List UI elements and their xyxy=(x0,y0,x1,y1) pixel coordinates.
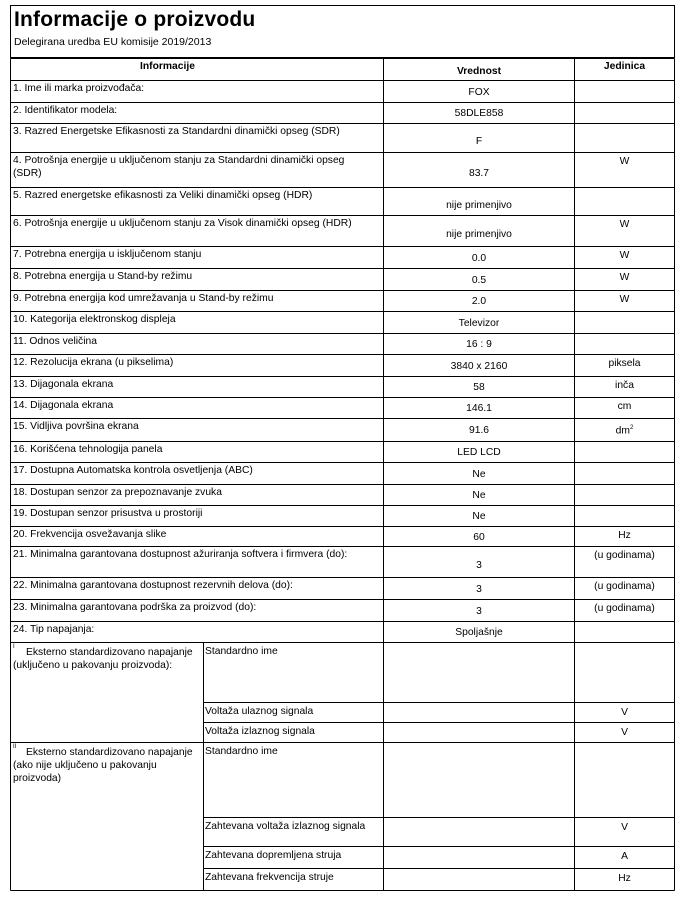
column-header-unit: Jedinica xyxy=(603,61,646,72)
row-value: 3 xyxy=(476,583,482,595)
row-label-cont: (SDR) xyxy=(13,167,42,179)
row-value: 0.5 xyxy=(471,274,487,286)
row-value: 3 xyxy=(476,605,482,617)
row-label: 11. Odnos veličina xyxy=(13,335,97,347)
unit-superscript: 2 xyxy=(629,424,634,431)
row-label: 8. Potrebna energija u Stand-by režimu xyxy=(13,270,193,282)
row-unit: W xyxy=(619,155,630,167)
psu-sub-label: Zahtevana voltaža izlaznog signala xyxy=(205,820,366,832)
page-title: Informacije o proizvodu xyxy=(14,8,256,31)
row-value: 58 xyxy=(473,382,485,393)
row-unit: W xyxy=(619,293,630,305)
row-value: F xyxy=(475,136,483,147)
row-value: 3 xyxy=(476,560,482,571)
psu-sub-label: Standardno ime xyxy=(205,745,278,757)
row-value: 58DLE858 xyxy=(454,108,504,119)
row-value: 83.7 xyxy=(468,168,490,179)
footnote-marker: I xyxy=(13,643,15,650)
row-label: 9. Potrebna energija kod umrežavanja u Stand-by režimu xyxy=(13,292,274,304)
row-label: 22. Minimalna garantovana dostupnost rezervnih delova (do): xyxy=(13,579,293,591)
row-label: 4. Potrošnja energije u uključenom stanju za Standardni dinamički opseg xyxy=(13,154,345,166)
row-unit: $dm^2$ xyxy=(615,424,634,436)
row-unit: W xyxy=(619,249,630,261)
row-label: 15. Vidljiva površina ekrana xyxy=(13,420,139,432)
psu-sub-unit: V xyxy=(621,726,628,738)
row-value: 0.0 xyxy=(471,252,487,264)
column-header-value: Vrednost xyxy=(456,66,502,77)
column-header-info: Informacije xyxy=(140,61,195,72)
row-unit: W xyxy=(619,218,630,230)
psu-label-line: Eksterno standardizovano napajanje xyxy=(26,746,193,758)
row-label: 14. Dijagonala ekrana xyxy=(13,399,114,411)
footnote-marker: II xyxy=(13,743,17,750)
row-value: 3840 x 2160 xyxy=(450,360,508,372)
page-subtitle: Delegirana uredba EU komisije 2019/2013 xyxy=(14,36,212,48)
psu-label-line: (ako nije uključeno u pakovanju xyxy=(13,759,157,771)
row-value: Televizor xyxy=(458,317,500,329)
row-unit: inča xyxy=(615,379,634,391)
psu-label-line: Eksterno standardizovano napajanje xyxy=(26,646,193,658)
row-unit: piksela xyxy=(608,357,641,369)
row-unit: Hz xyxy=(618,529,631,541)
psu-sub-label: Voltaža izlaznog signala xyxy=(205,725,315,737)
row-label: 18. Dostupan senzor za prepoznavanje zvuka xyxy=(13,486,222,498)
psu-sub-label: Voltaža ulaznog signala xyxy=(205,705,314,717)
row-label: 17. Dostupna Automatska kontrola osvetljenja (ABC) xyxy=(13,464,253,476)
row-label: 19. Dostupan senzor prisustva u prostoriji xyxy=(13,507,203,519)
row-label: 13. Dijagonala ekrana xyxy=(13,378,114,390)
row-value: FOX xyxy=(468,86,490,98)
row-value: 60 xyxy=(473,531,485,543)
row-unit: cm xyxy=(617,400,632,412)
row-value: Ne xyxy=(472,511,486,522)
psu-sub-unit: V xyxy=(621,706,628,718)
row-value: Ne xyxy=(472,468,486,480)
row-unit: (u godinama) xyxy=(594,580,655,592)
row-label: 20. Frekvencija osvežavanja slike xyxy=(13,528,167,540)
psu-sub-unit: V xyxy=(621,821,628,833)
row-unit: (u godinama) xyxy=(594,549,655,561)
row-value: 2.0 xyxy=(471,296,487,307)
row-value: Ne xyxy=(472,490,486,501)
row-label: 3. Razred Energetske Efikasnosti za Standardni dinamički opseg (SDR) xyxy=(13,125,340,137)
row-unit: (u godinama) xyxy=(594,602,655,614)
psu-label-line: proizvoda) xyxy=(13,772,62,784)
psu-label-line: (uključeno u pakovanju proizvoda): xyxy=(13,659,173,671)
row-label: 7. Potrebna energija u isključenom stanju xyxy=(13,248,202,260)
psu-sub-unit: A xyxy=(621,850,628,862)
row-value: Spoljašnje xyxy=(455,627,503,638)
row-label: 5. Razred energetske efikasnosti za Veliki dinamički opseg (HDR) xyxy=(13,189,313,201)
row-label: 12. Rezolucija ekrana (u pikselima) xyxy=(13,356,174,368)
row-value: nije primenjivo xyxy=(446,199,512,211)
row-label: 1. Ime ili marka proizvođača: xyxy=(13,82,145,94)
row-label: 6. Potrošnja energije u uključenom stanju za Visok dinamički opseg (HDR) xyxy=(13,217,352,229)
psu-sub-label: Zahtevana frekvencija struje xyxy=(205,871,334,883)
row-label: 21. Minimalna garantovana dostupnost ažuriranja softvera i firmvera (do): xyxy=(13,548,348,560)
row-value: 16 : 9 xyxy=(466,339,492,350)
row-label: 16. Korišćena tehnologija panela xyxy=(13,443,163,455)
row-label: 24. Tip napajanja: xyxy=(13,623,95,635)
psu-sub-label: Zahtevana dopremljena struja xyxy=(205,849,342,861)
psu-sub-label: Standardno ime xyxy=(205,645,278,657)
row-value: LED LCD xyxy=(457,447,501,458)
row-unit: W xyxy=(619,271,630,283)
row-label: 23. Minimalna garantovana podrška za proizvod (do): xyxy=(13,601,257,613)
row-label: 2. Identifikator modela: xyxy=(13,104,118,116)
row-value: 91.6 xyxy=(468,425,490,436)
row-value: nije primenjivo xyxy=(446,229,512,240)
psu-sub-unit: Hz xyxy=(618,872,631,884)
row-label: 10. Kategorija elektronskog displeja xyxy=(13,313,176,325)
row-value: 146.1 xyxy=(466,403,492,414)
